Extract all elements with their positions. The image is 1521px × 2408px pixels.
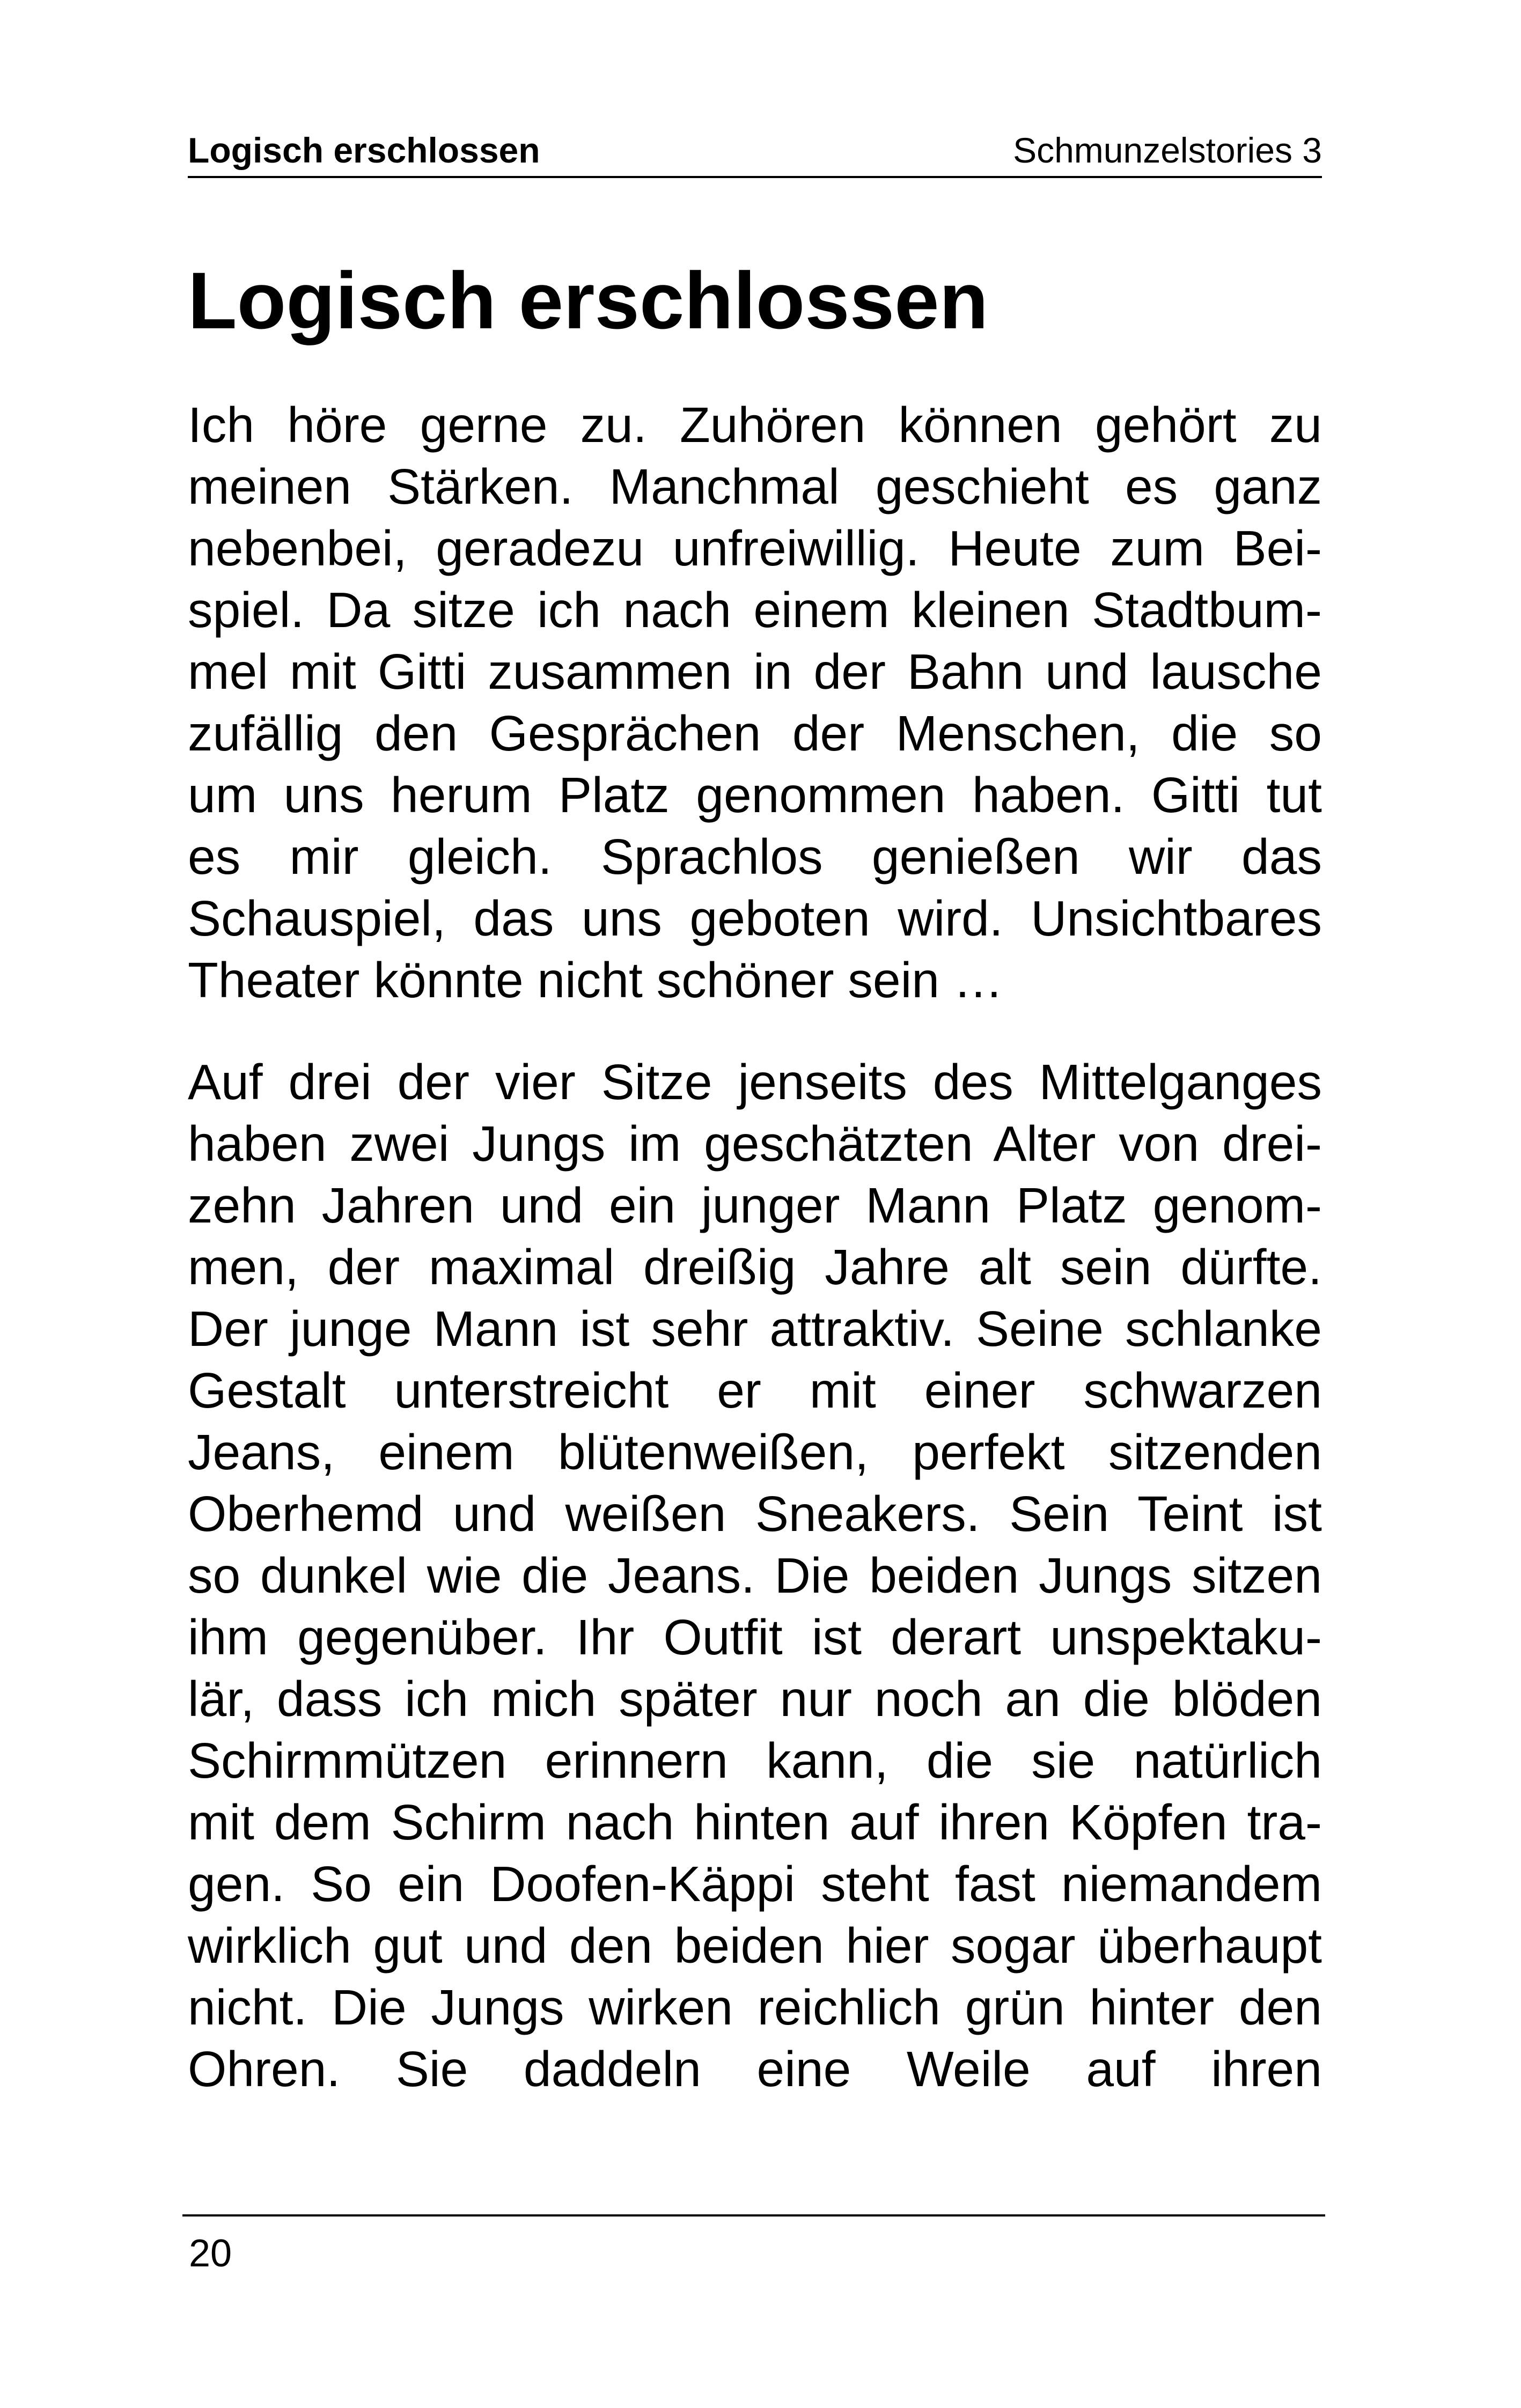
- text-line: um uns herum Platz genommen haben. Gitti tut: [188, 767, 1322, 823]
- text-line: Theater könnte nicht schöner sein …: [188, 952, 1003, 1008]
- text-line: Der junge Mann ist sehr attraktiv. Seine schlanke: [188, 1301, 1322, 1357]
- text-line: Ich höre gerne zu. Zuhören können gehört zu: [188, 397, 1322, 453]
- text-line: men, der maximal dreißig Jahre alt sein dürfte.: [188, 1239, 1322, 1295]
- text-line: ihm gegenüber. Ihr Outfit ist derart unspektaku-: [188, 1609, 1322, 1665]
- text-line: spiel. Da sitze ich nach einem kleinen Stadtbum-: [188, 582, 1322, 638]
- running-header-book-title: Schmunzelstories 3: [1013, 130, 1322, 170]
- chapter-title: Logisch erschlossen: [188, 255, 989, 345]
- text-line: Gestalt unterstreicht er mit einer schwarzen: [188, 1363, 1322, 1418]
- paragraph-1: [188, 394, 1322, 1011]
- text-line: nicht. Die Jungs wirken reichlich grün hinter den: [188, 1979, 1322, 2035]
- text-line: Jeans, einem blütenweißen, perfekt sitzenden: [188, 1424, 1322, 1480]
- text-line: zehn Jahren und ein junger Mann Platz genom-: [188, 1177, 1322, 1233]
- running-header: [188, 129, 1322, 178]
- page-number: 20: [189, 2232, 232, 2275]
- text-line: Oberhemd und weißen Sneakers. Sein Teint ist: [188, 1486, 1322, 1542]
- text-line: lär, dass ich mich später nur noch an die blöden: [188, 1671, 1322, 1727]
- text-line: Schirmmützen erinnern kann, die sie natürlich: [188, 1733, 1322, 1788]
- text-line: wirklich gut und den beiden hier sogar überhaupt: [188, 1918, 1322, 1973]
- text-line: gen. So ein Doofen-Käppi steht fast niemandem: [188, 1856, 1322, 1912]
- page-footer: [182, 2214, 1325, 2275]
- text-line: es mir gleich. Sprachlos genießen wir das: [188, 829, 1322, 885]
- text-line: Ohren. Sie daddeln eine Weile auf ihren: [188, 2041, 1322, 2097]
- text-line: haben zwei Jungs im geschätzten Alter von drei-: [188, 1116, 1322, 1172]
- text-line: meinen Stärken. Manchmal geschieht es ganz: [188, 459, 1322, 514]
- text-line: mit dem Schirm nach hinten auf ihren Köpfen tra-: [188, 1794, 1322, 1850]
- text-line: mel mit Gitti zusammen in der Bahn und lausche: [188, 644, 1322, 699]
- running-header-chapter: Logisch erschlossen: [188, 130, 540, 170]
- paragraph-2: [188, 1051, 1322, 2100]
- text-line: so dunkel wie die Jeans. Die beiden Jungs sitzen: [188, 1548, 1322, 1603]
- text-line: zufällig den Gesprächen der Menschen, die so: [188, 705, 1322, 761]
- text-line: Auf drei der vier Sitze jenseits des Mittelganges: [188, 1054, 1322, 1110]
- text-line: Schauspiel, das uns geboten wird. Unsichtbares: [188, 890, 1322, 946]
- text-line: nebenbei, geradezu unfreiwillig. Heute zum Bei-: [188, 520, 1322, 576]
